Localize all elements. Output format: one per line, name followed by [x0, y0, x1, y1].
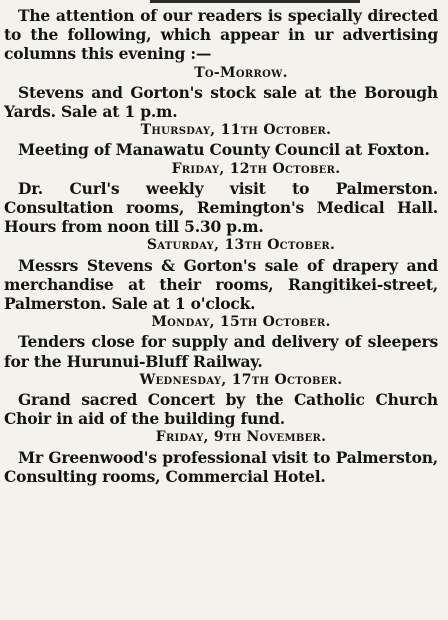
entry-text: Grand sacred Concert by the Catholic Church Choir in aid of the building fund. [4, 390, 438, 429]
entry-text: Messrs Stevens & Gorton's sale of drapery and merchandise at their rooms, Rangitikei-street, Palmerston. Sale at 1 o'clock. [4, 255, 438, 314]
entry-heading: Wednesday, 17th October. [139, 371, 343, 388]
entry-text: Mr Greenwood's professional visit to Palmerston, Consulting rooms, Commercial Hotel. [4, 447, 438, 486]
top-rule [150, 0, 360, 3]
entry-heading: Friday, 9th November. [155, 429, 327, 446]
entry-text: Dr. Curl's weekly visit to Palmerston. Consultation rooms, Remington's Medical Hall. Hours from noon till 5.30 p.m. [4, 178, 438, 237]
entry-heading: Thursday, 11th October. [140, 122, 332, 139]
entry-text: Meeting of Manawatu County Council at Foxton. [18, 140, 430, 160]
entry-text: Tenders close for supply and delivery of sleepers for the Hurunui-Bluff Railway. [4, 332, 438, 371]
entry-text: Stevens and Gorton's stock sale at the Borough Yards. Sale at 1 p.m. [4, 82, 438, 122]
entry-heading: Friday, 12th October. [171, 160, 341, 177]
intro-paragraph: The attention of our readers is specially directed to the following, which appear in ur advertising columns this evening :— [4, 6, 438, 64]
entry-heading: Monday, 15th October. [151, 314, 331, 331]
entry-heading: Saturday, 13th October. [146, 237, 336, 254]
notices-column [4, 6, 438, 486]
entry-heading: To-Morrow. [194, 64, 288, 81]
